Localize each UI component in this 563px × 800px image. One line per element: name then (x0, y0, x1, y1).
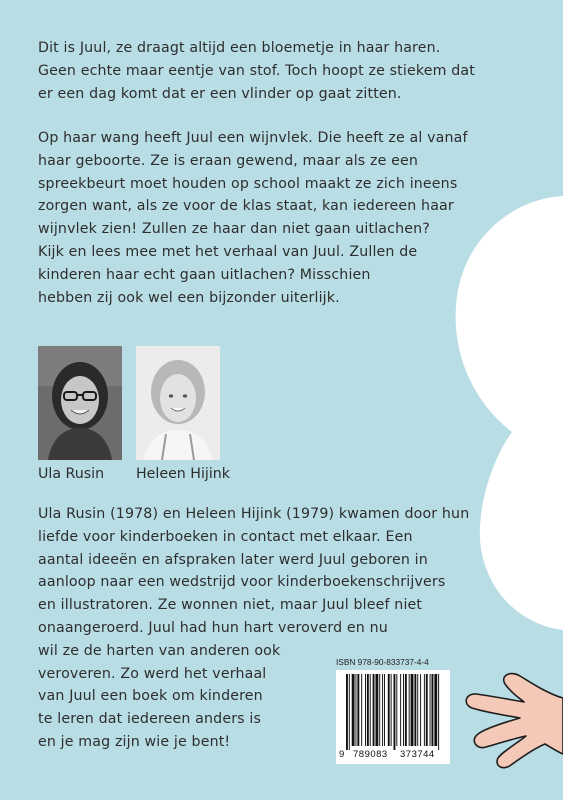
barcode-bar (405, 674, 407, 746)
barcode-bar (357, 674, 359, 746)
blurb-line: Dit is Juul, ze draagt altijd een bloemetje in haar haren. (38, 40, 441, 56)
barcode-bar (352, 674, 355, 746)
barcode-bar (420, 674, 421, 746)
bio-line: Ula Rusin (1978) en Heleen Hijink (1979) kwamen door hun (38, 506, 470, 522)
barcode-digits-right: 373744 (400, 749, 435, 760)
barcode-bar (349, 674, 350, 750)
barcode-digits-left: 789083 (353, 749, 388, 760)
bio-line: en illustratoren. Ze wonnen niet, maar Juul bleef niet (38, 597, 423, 614)
barcode-bar (417, 674, 418, 746)
barcode-bar (365, 674, 366, 746)
barcode-bar (373, 674, 375, 746)
isbn-barcode (331, 656, 453, 766)
bio-line: en je mag zijn wie je bent! (38, 733, 231, 750)
blurb-paragraph-1 (38, 37, 475, 105)
barcode-bar (391, 674, 392, 746)
bio-line: onaangeroerd. Juul had hun hart veroverd en nu (38, 619, 388, 636)
bio-line: aanloop naar een wedstrijd voor kinderboekenschrijvers (38, 574, 446, 591)
barcode-bar (424, 674, 425, 746)
blurb-line: er een dag komt dat er een vlinder op gaat zitten. (38, 85, 402, 102)
author-photo-heleen (136, 346, 220, 460)
barcode-digit-first: 9 (339, 749, 345, 760)
barcode-bar (434, 674, 437, 746)
barcode-bar (411, 674, 414, 746)
author-photo-ula (38, 346, 122, 460)
bio-line: te leren dat iedereen anders is (38, 711, 262, 728)
blurb-line: hebben zij ook wel een bijzonder uiterlijk. (38, 289, 340, 306)
isbn-label: ISBN 978-90-833737-4-4 (336, 657, 429, 667)
blurb-line: spreekbeurt moet houden op school maakt ze zich ineens (38, 175, 458, 192)
barcode-bar (414, 674, 416, 746)
barcode-bar (394, 674, 396, 750)
barcode-bar (346, 674, 348, 750)
barcode-bar (356, 674, 357, 746)
blurb-line: kinderen haar echt gaan uitlachen? Misschien (38, 266, 371, 283)
bio-line: aantal ideeën en afspraken later werd Juul geboren in (38, 551, 428, 568)
blurb-line: zorgen want, als ze voor de klas staat, kan iedereen haar (38, 198, 454, 215)
blurb-line: Kijk en lees mee met het verhaal van Juul. Zullen de (38, 243, 418, 260)
barcode-bar (432, 674, 434, 746)
barcode-bar (426, 674, 428, 746)
barcode-panel (336, 670, 450, 764)
barcode-bar (409, 674, 410, 746)
author-name-ula: Ula Rusin (38, 466, 105, 482)
blurb-paragraph-2 (38, 127, 468, 309)
barcode-bar (400, 674, 401, 746)
barcode-bar (388, 674, 390, 746)
barcode-bar (403, 674, 404, 746)
bio-line: van Juul een boek om kinderen (38, 688, 263, 705)
blurb-line: Geen echte maar eentje van stof. Toch hoopt ze stiekem dat (38, 62, 475, 79)
barcode-bar (396, 674, 397, 746)
bio-line: wil ze de harten van anderen ook (38, 642, 281, 659)
barcode-bar (375, 674, 378, 746)
barcode-bar (361, 674, 362, 746)
barcode-bar (384, 674, 385, 746)
barcode-bar (370, 674, 371, 746)
barcode-bar (430, 674, 431, 746)
barcode-bar (379, 674, 380, 746)
bio-line: veroveren. Zo werd het verhaal (38, 665, 267, 682)
author-name-heleen: Heleen Hijink (136, 466, 230, 482)
barcode-bar (382, 674, 383, 746)
barcode-bar (438, 674, 439, 750)
blurb-line: haar geboorte. Ze is eraan gewend, maar als ze een (38, 152, 419, 169)
blurb-line: wijnvlek zien! Zullen ze haar dan niet gaan uitlachen? (38, 221, 430, 238)
bio-line: liefde voor kinderboeken in contact met elkaar. Een (38, 528, 413, 545)
blurb-line: Op haar wang heeft Juul een wijnvlek. Die heeft ze al vanaf (38, 130, 468, 146)
barcode-bar (367, 674, 369, 746)
